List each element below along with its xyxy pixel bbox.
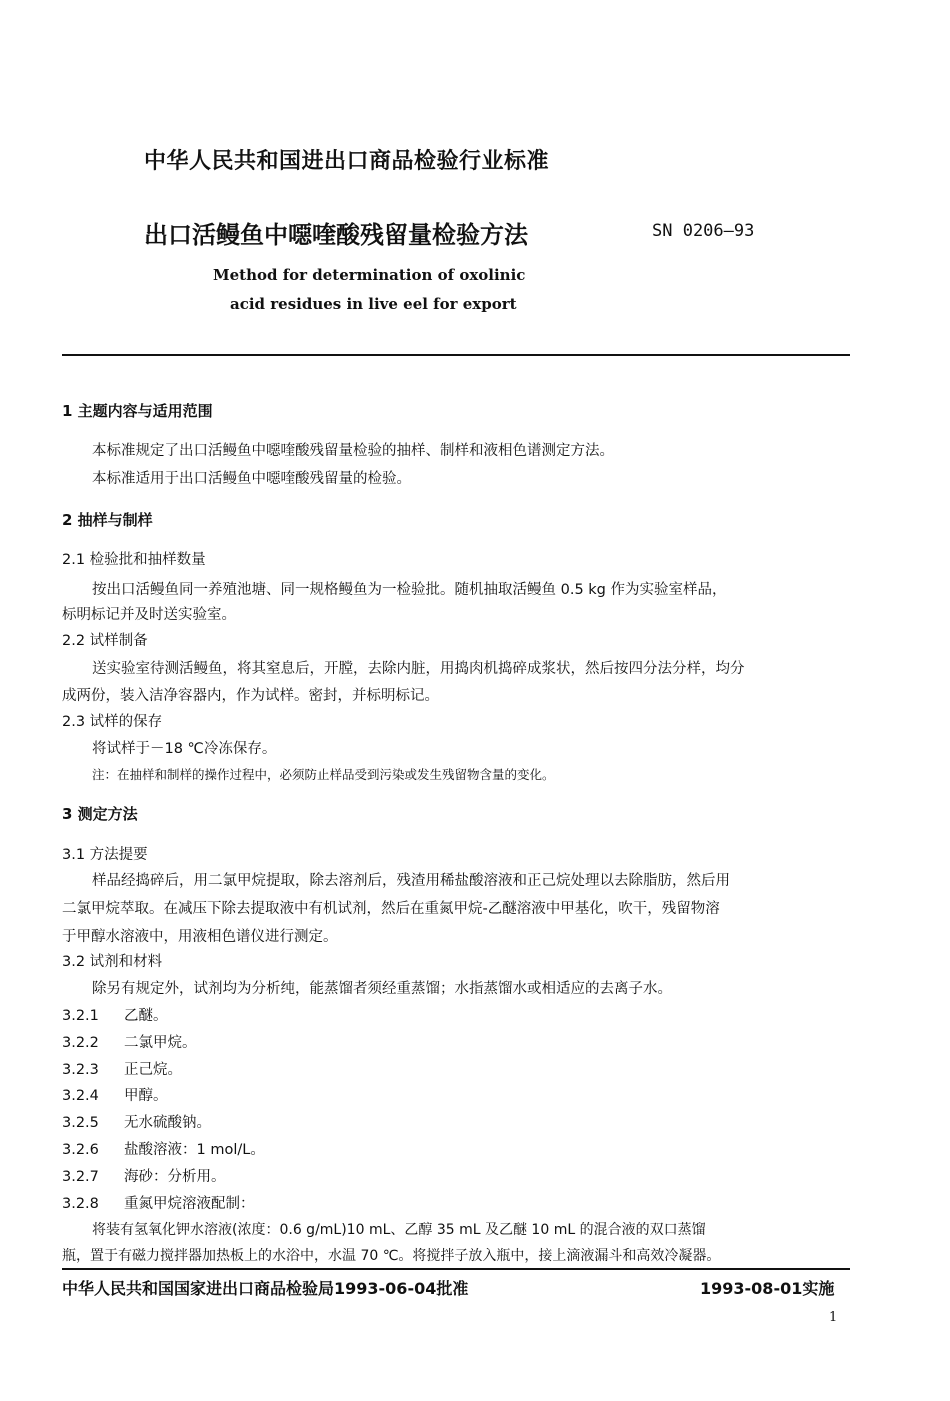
item-number: 3.2.5 [62,1115,99,1131]
list-item [62,1192,255,1213]
item-text: 甲醇。 [124,1088,168,1104]
list-item [62,1165,226,1186]
section-3-2-8-line-1: 将装有氢氧化钾水溶液(浓度：0.6 g/mL)10 mL、乙醇 35 mL 及乙醚 10 mL 的混合液的双口蒸馏 [92,1222,706,1238]
section-3-2-line-1: 除另有规定外，试剂均为分析纯，能蒸馏者须经重蒸馏；水指蒸馏水或相适应的去离子水。 [92,981,672,997]
section-3-1-line-1: 样品经捣碎后，用二氯甲烷提取，除去溶剂后，残渣用稀盐酸溶液和正己烷处理以去除脂肪，然后用 [92,873,730,889]
item-text: 无水硫酸钠。 [124,1115,211,1131]
item-number: 3.2.3 [62,1062,99,1078]
list-item [62,1084,168,1105]
section-2-1-line-1: 按出口活鳗鱼同一养殖池塘、同一规格鳗鱼为一检验批。随机抽取活鳗鱼 0.5 kg 作为实验室样品， [92,582,727,598]
section-3-1-line-3: 于甲醇水溶液中，用液相色谱仪进行测定。 [62,929,338,945]
list-item [62,1111,211,1132]
section-1-paragraph-2: 本标准适用于出口活鳗鱼中噁喹酸残留量的检验。 [92,471,411,487]
section-3-1-title: 3.1 方法提要 [62,847,148,863]
item-number: 3.2.7 [62,1169,99,1185]
footer-divider [62,1268,850,1270]
item-number: 3.2.4 [62,1088,99,1104]
english-title-line-1: Method for determination of oxolinic [213,266,526,284]
english-title-line-2: acid residues in live eel for export [230,295,517,313]
list-item [62,1138,265,1159]
standard-number: SN 0206—93 [652,221,755,241]
item-text: 重氮甲烷溶液配制： [124,1196,255,1212]
section-2-note: 注：在抽样和制样的操作过程中，必须防止样品受到污染或发生残留物含量的变化。 [92,767,555,782]
approval-line: 中华人民共和国国家进出口商品检验局1993-06-04批准 [62,1279,469,1298]
section-2-heading: 2 抽样与制样 [62,511,153,529]
item-number: 3.2.2 [62,1035,99,1051]
list-item [62,1058,182,1079]
item-number: 3.2.6 [62,1142,99,1158]
list-item [62,1004,168,1025]
section-2-1-title: 2.1 检验批和抽样数量 [62,552,206,568]
standard-line: 中华人民共和国进出口商品检验行业标准 [144,149,550,174]
section-2-2-line-1: 送实验室待测活鳗鱼，将其窒息后，开膛，去除内脏，用捣肉机捣碎成浆状，然后按四分法分样，均分 [92,661,745,677]
item-text: 盐酸溶液：1 mol/L。 [124,1142,265,1158]
item-text: 乙醚。 [124,1008,168,1024]
section-2-2-line-2: 成两份，装入洁净容器内，作为试样。密封，并标明标记。 [62,688,439,704]
section-3-1-line-2: 二氯甲烷萃取。在减压下除去提取液中有机试剂，然后在重氮甲烷-乙醚溶液中甲基化，吹干，残留物溶 [62,901,720,917]
section-2-3-title: 2.3 试样的保存 [62,714,163,730]
section-2-2-title: 2.2 试样制备 [62,633,148,649]
section-1-paragraph-1: 本标准规定了出口活鳗鱼中噁喹酸残留量检验的抽样、制样和液相色谱测定方法。 [92,443,614,459]
section-3-2-title: 3.2 试剂和材料 [62,954,163,970]
section-1-heading: 1 主题内容与适用范围 [62,402,213,420]
item-text: 正己烷。 [124,1062,182,1078]
page-number: 1 [829,1310,838,1325]
implementation-date: 1993-08-01实施 [700,1279,835,1298]
section-3-heading: 3 测定方法 [62,805,138,823]
item-number: 3.2.8 [62,1196,99,1212]
item-text: 海砂：分析用。 [124,1169,226,1185]
document-title: 出口活鳗鱼中噁喹酸残留量检验方法 [144,221,528,249]
item-number: 3.2.1 [62,1008,99,1024]
header-divider [62,354,850,356]
section-2-3-line-1: 将试样于－18 ℃冷冻保存。 [92,741,277,757]
item-text: 二氯甲烷。 [124,1035,197,1051]
section-3-2-8-line-2: 瓶，置于有磁力搅拌器加热板上的水浴中，水温 70 ℃。将搅拌子放入瓶中，接上滴液漏斗和高效冷凝器。 [62,1248,721,1264]
section-2-1-line-2: 标明标记并及时送实验室。 [62,607,236,623]
list-item [62,1031,197,1052]
